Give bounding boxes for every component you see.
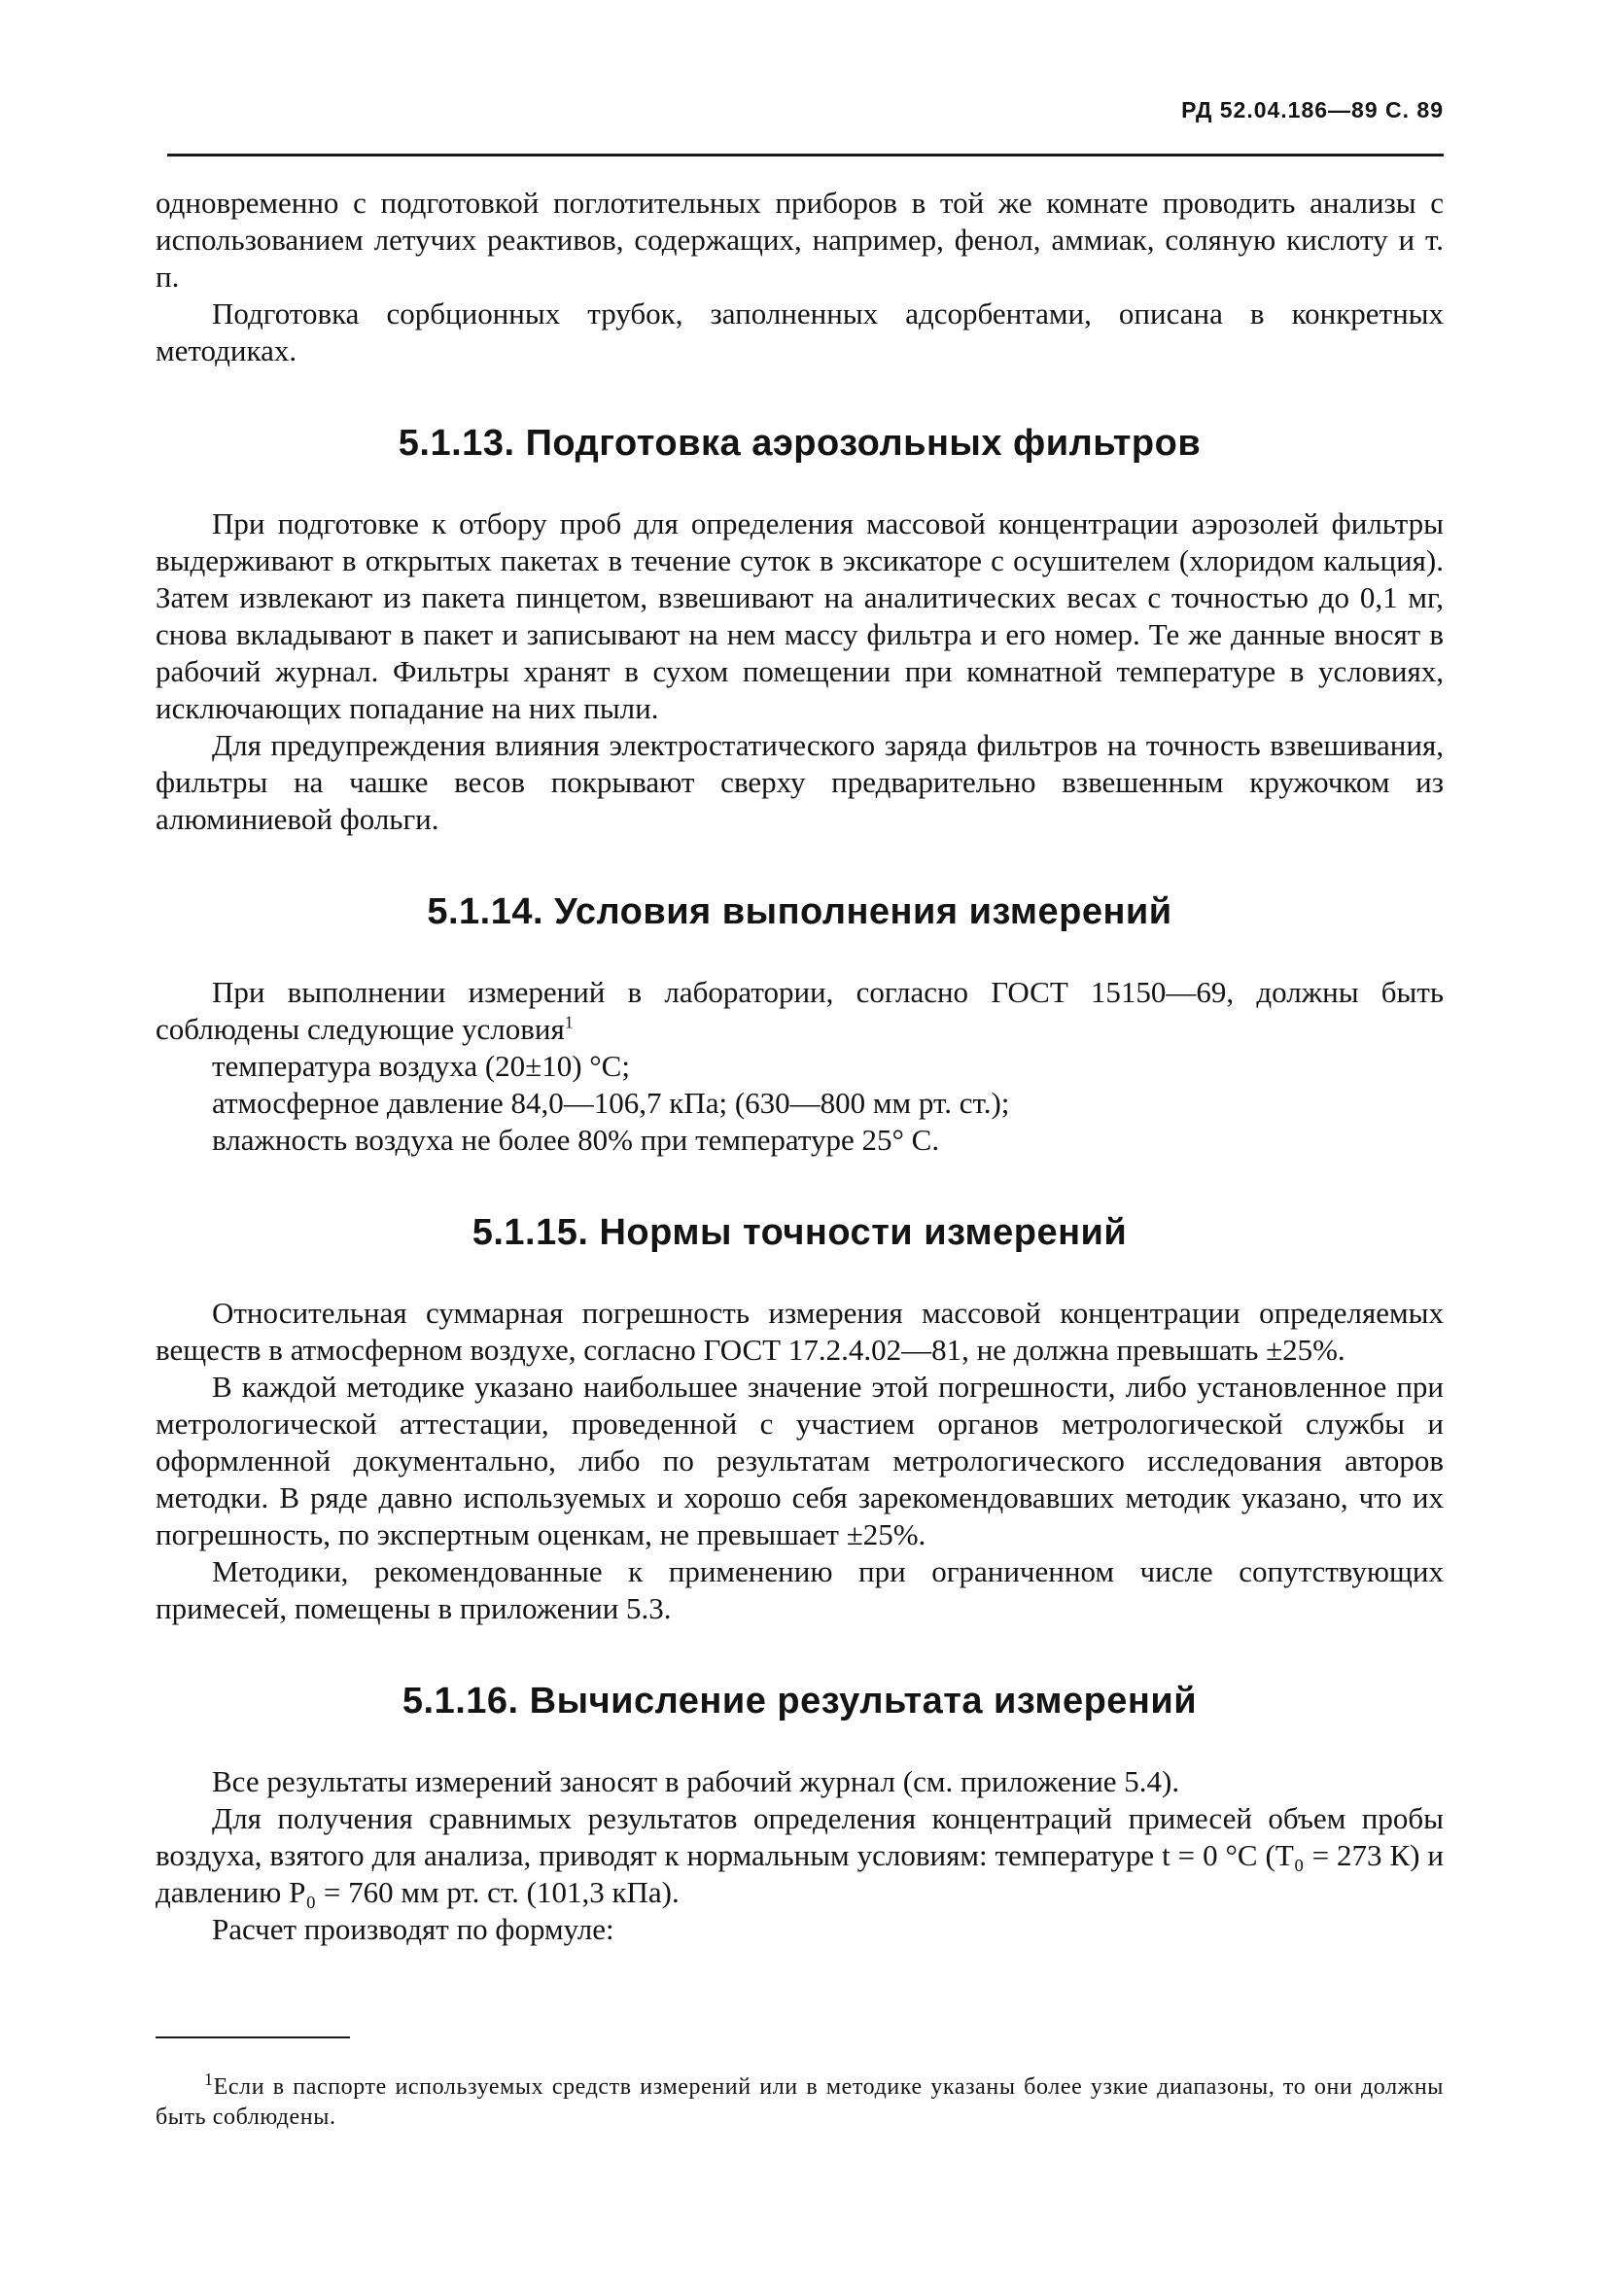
intro-paragraph-2: Подготовка сорбционных трубок, заполненных адсорбентами, описана в конкретных методиках.: [156, 296, 1444, 367]
condition-temperature: температура воздуха (20±10) °С;: [212, 1049, 630, 1083]
section-title-5-1-16: 5.1.16. Вычисление результата измерений: [402, 1681, 1198, 1722]
footnote-reference: 1: [564, 1012, 574, 1032]
footnote-rule: [156, 2036, 350, 2038]
section-5-1-16-paragraph-2: Для получения сравнимых результатов определения концентраций примесей объем пробы воздуха, взятого для анализа, приводят к нормальным условиям: температуре t = 0 °С (T₀ = 273 К) и давлению P₀ = 760 мм рт. ст. (101,3 кПа).: [156, 1801, 1444, 1909]
section-5-1-14-intro: [156, 974, 1444, 1048]
page-content: [156, 185, 1444, 1948]
section-title-5-1-15: 5.1.15. Нормы точности измерений: [472, 1212, 1128, 1253]
section-5-1-13-paragraph-2: Для предупреждения влияния электростатического заряда фильтров на точность взвешивания, фильтры на чашке весов покрывают сверху предварительно взвешенным кружочком из алюминиевой фольги.: [156, 728, 1444, 836]
intro-paragraph-1: одновременно с подготовкой поглотительных приборов в той же комнате проводить анализы с использованием летучих реактивов, содержащих, например, фенол, аммиак, соляную кислоту и т. п.: [156, 186, 1444, 294]
section-5-1-14-intro-text: При выполнении измерений в лаборатории, согласно ГОСТ 15150—69, должны быть соблюдены следующие условия: [156, 975, 1444, 1046]
section-5-1-13-paragraph-1: При подготовке к отбору проб для определения массовой концентрации аэрозолей фильтры выдерживают в открытых пакетах в течение суток в эксикаторе с осушителем (хлоридом кальция). Затем извлекают из пакета пинцетом, взвешивают на аналитических весах с точностью до 0,1 мг, снова вкладывают в пакет и записывают на нем массу фильтра и его номер. Те же данные вносят в рабочий журнал. Фильтры хранят в сухом помещении при комнатной температуре в условиях, исключающих попадание на них пыли.: [156, 506, 1444, 725]
section-5-1-15-paragraph-2: В каждой методике указано наибольшее значение этой погрешности, либо установленное при метрологической аттестации, проведенной с участием органов метрологической службы и оформленной документально, либо по результатам метрологического исследования авторов методки. В ряде давно используемых и хорошо себя зарекомендовавших методик указано, что их погрешность, по экспертным оценкам, не превышает ±25%.: [156, 1370, 1444, 1551]
section-5-1-16-paragraph-1: Все результаты измерений заносят в рабочий журнал (см. приложение 5.4).: [212, 1764, 1180, 1798]
section-title-5-1-14: 5.1.14. Условия выполнения измерений: [427, 891, 1172, 932]
section-5-1-15-paragraph-1: Относительная суммарная погрешность измерения массовой концентрации определяемых веществ в атмосферном воздухе, согласно ГОСТ 17.2.4.02—81, не должна превышать ±25%.: [156, 1296, 1444, 1367]
footnote: [156, 2072, 1444, 2133]
section-title-5-1-13: 5.1.13. Подготовка аэрозольных фильтров: [398, 423, 1202, 464]
condition-humidity: влажность воздуха не более 80% при температуре 25° С.: [212, 1123, 940, 1157]
condition-pressure: атмосферное давление 84,0—106,7 кПа; (630—800 мм рт. ст.);: [212, 1086, 1010, 1120]
section-5-1-16-paragraph-3: Расчет производят по формуле:: [212, 1912, 614, 1946]
footnote-mark: 1: [204, 2070, 214, 2089]
page-header: РД 52.04.186—89 С. 89: [1181, 97, 1444, 122]
section-5-1-15-paragraph-3: Методики, рекомендованные к применению при ограниченном числе сопутствующих примесей, помещены в приложении 5.3.: [156, 1554, 1444, 1625]
header-rule: [167, 154, 1444, 157]
footnote-text: Если в паспорте используемых средств измерений или в методике указаны более узкие диапазоны, то они должны быть соблюдены.: [156, 2074, 1444, 2130]
